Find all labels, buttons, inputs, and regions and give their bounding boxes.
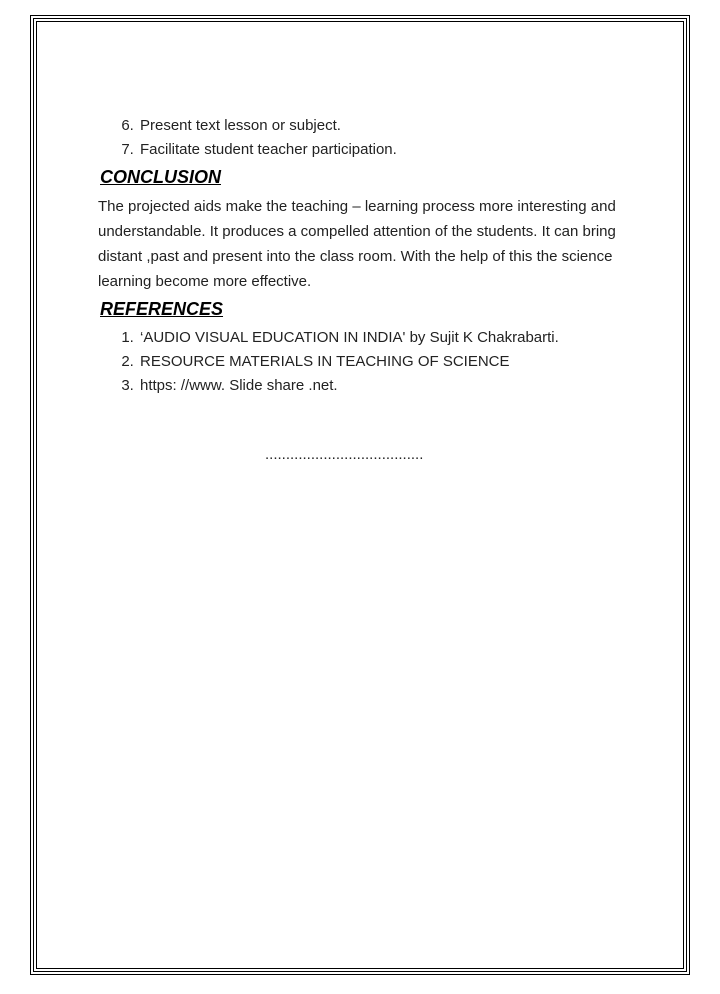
reference-item: 2. RESOURCE MATERIALS IN TEACHING OF SCIENCE [138,350,628,374]
list-item: 7. Facilitate student teacher participation. [138,138,628,162]
references-list [98,326,628,398]
end-marker: ...................................... [265,446,424,463]
reference-item: 3. https: //www. Slide share .net. [138,374,628,398]
reference-item: 1. ‘AUDIO VISUAL EDUCATION IN INDIA' by Sujit K Chakrabarti. [138,326,628,350]
conclusion-heading: CONCLUSION [100,167,221,187]
conclusion-paragraph: The projected aids make the teaching – learning process more interesting and understandable. It produces a compelled attention of the students. It can bring distant ,past and present into the class room. With the help of this the science learning become more effective. [98,198,616,290]
references-heading: REFERENCES [100,299,224,319]
document-content [98,114,628,398]
steps-list [98,114,628,162]
list-item: 6. Present text lesson or subject. [138,114,628,138]
